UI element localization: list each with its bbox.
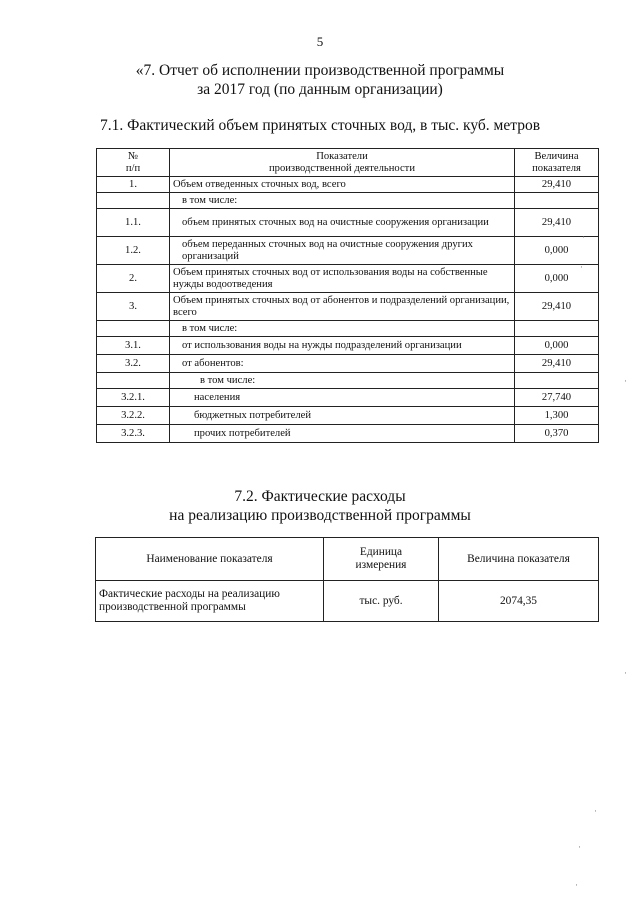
row-value: 0,370 [515, 425, 599, 443]
row-indicator: Объем отведенных сточных вод, всего [170, 177, 515, 193]
section-7-1-title: 7.1. Фактический объем принятых сточных вод, в тыс. куб. метров [99, 117, 541, 134]
header-indicator-line2: производственной деятельности [268, 162, 415, 174]
header-value [515, 149, 599, 177]
row-value: 0,000 [515, 265, 599, 293]
header-indicator-value: Величина показателя [439, 538, 599, 581]
row-number: 3.2.3. [97, 425, 170, 443]
header-unit-line2: измерения [355, 559, 407, 571]
row-indicator: Объем принятых сточных вод от абонентов и подразделений организации, всего [170, 293, 515, 321]
row-indicator: от использования воды на нужды подразделений организации [170, 337, 515, 355]
row-number [97, 193, 170, 209]
row-number: 3. [97, 293, 170, 321]
row-indicator: в том числе: [170, 373, 515, 389]
row-indicator: прочих потребителей [170, 425, 515, 443]
table-row [97, 293, 599, 321]
expense-name [96, 581, 324, 622]
row-indicator: объем принятых сточных вод на очистные сооружения организации [170, 209, 515, 237]
row-indicator: от абонентов: [170, 355, 515, 373]
wastewater-volume-table [96, 148, 599, 443]
table-row [97, 237, 599, 265]
scan-speck: · [575, 880, 578, 890]
scan-speck: · [580, 262, 583, 272]
scan-speck: · [624, 668, 627, 678]
header-number-line1: № [127, 150, 139, 162]
table-header-row [97, 149, 599, 177]
row-number: 3.2.2. [97, 407, 170, 425]
row-value [515, 193, 599, 209]
header-indicator [170, 149, 515, 177]
row-value: 27,740 [515, 389, 599, 407]
expense-unit: тыс. руб. [324, 581, 439, 622]
table-row [97, 337, 599, 355]
scan-speck: · [582, 232, 585, 242]
table-row [97, 355, 599, 373]
row-value: 29,410 [515, 177, 599, 193]
table-row [97, 389, 599, 407]
expense-value: 2074,35 [439, 581, 599, 622]
table-row [97, 321, 599, 337]
scan-speck: · [594, 806, 597, 816]
row-indicator: в том числе: [170, 321, 515, 337]
scan-speck: · [578, 842, 581, 852]
row-number [97, 321, 170, 337]
table-row [97, 407, 599, 425]
row-value: 1,300 [515, 407, 599, 425]
table-row [97, 373, 599, 389]
row-number [97, 373, 170, 389]
row-value: 29,410 [515, 355, 599, 373]
row-indicator: населения [170, 389, 515, 407]
section-7-2-title [0, 487, 640, 525]
row-value [515, 373, 599, 389]
row-number: 3.2. [97, 355, 170, 373]
actual-expenses-table [95, 537, 599, 622]
row-value: 0,000 [515, 237, 599, 265]
row-value: 29,410 [515, 209, 599, 237]
report-heading-line2: за 2017 год (по данным организации) [197, 81, 443, 98]
table-row [97, 425, 599, 443]
row-value: 29,410 [515, 293, 599, 321]
row-indicator: объем переданных сточных вод на очистные сооружения других организаций [170, 237, 515, 265]
table-header-row [96, 538, 599, 581]
row-indicator: бюджетных потребителей [170, 407, 515, 425]
header-number [97, 149, 170, 177]
scan-speck: · [624, 376, 627, 386]
header-unit-line1: Единица [359, 546, 403, 558]
section-7-2-title-line1: 7.2. Фактические расходы [234, 488, 406, 505]
header-indicator-name: Наименование показателя [96, 538, 324, 581]
row-indicator: в том числе: [170, 193, 515, 209]
row-value [515, 321, 599, 337]
row-number: 2. [97, 265, 170, 293]
expense-name-line1: Фактические расходы на реализацию [99, 588, 280, 600]
row-number: 1.2. [97, 237, 170, 265]
row-number: 1.1. [97, 209, 170, 237]
table-row [97, 177, 599, 193]
report-heading-line1: «7. Отчет об исполнении производственной программы [135, 62, 505, 79]
expense-name-line2: производственной программы [99, 601, 246, 613]
table-row [97, 265, 599, 293]
report-heading [0, 61, 640, 99]
header-value-line2: показателя [532, 162, 581, 174]
row-number: 1. [97, 177, 170, 193]
row-indicator: Объем принятых сточных вод от использования воды на собственные нужды водоотведения [170, 265, 515, 293]
page-number: 5 [316, 34, 324, 49]
row-number: 3.1. [97, 337, 170, 355]
header-number-line2: п/п [125, 162, 141, 174]
header-unit [324, 538, 439, 581]
row-number: 3.2.1. [97, 389, 170, 407]
row-value: 0,000 [515, 337, 599, 355]
table-row [96, 581, 599, 622]
header-indicator-line1: Показатели [316, 150, 368, 162]
table-row [97, 193, 599, 209]
section-7-2-title-line2: на реализацию производственной программы [169, 507, 471, 524]
table-row [97, 209, 599, 237]
header-value-line1: Величина [534, 150, 579, 162]
